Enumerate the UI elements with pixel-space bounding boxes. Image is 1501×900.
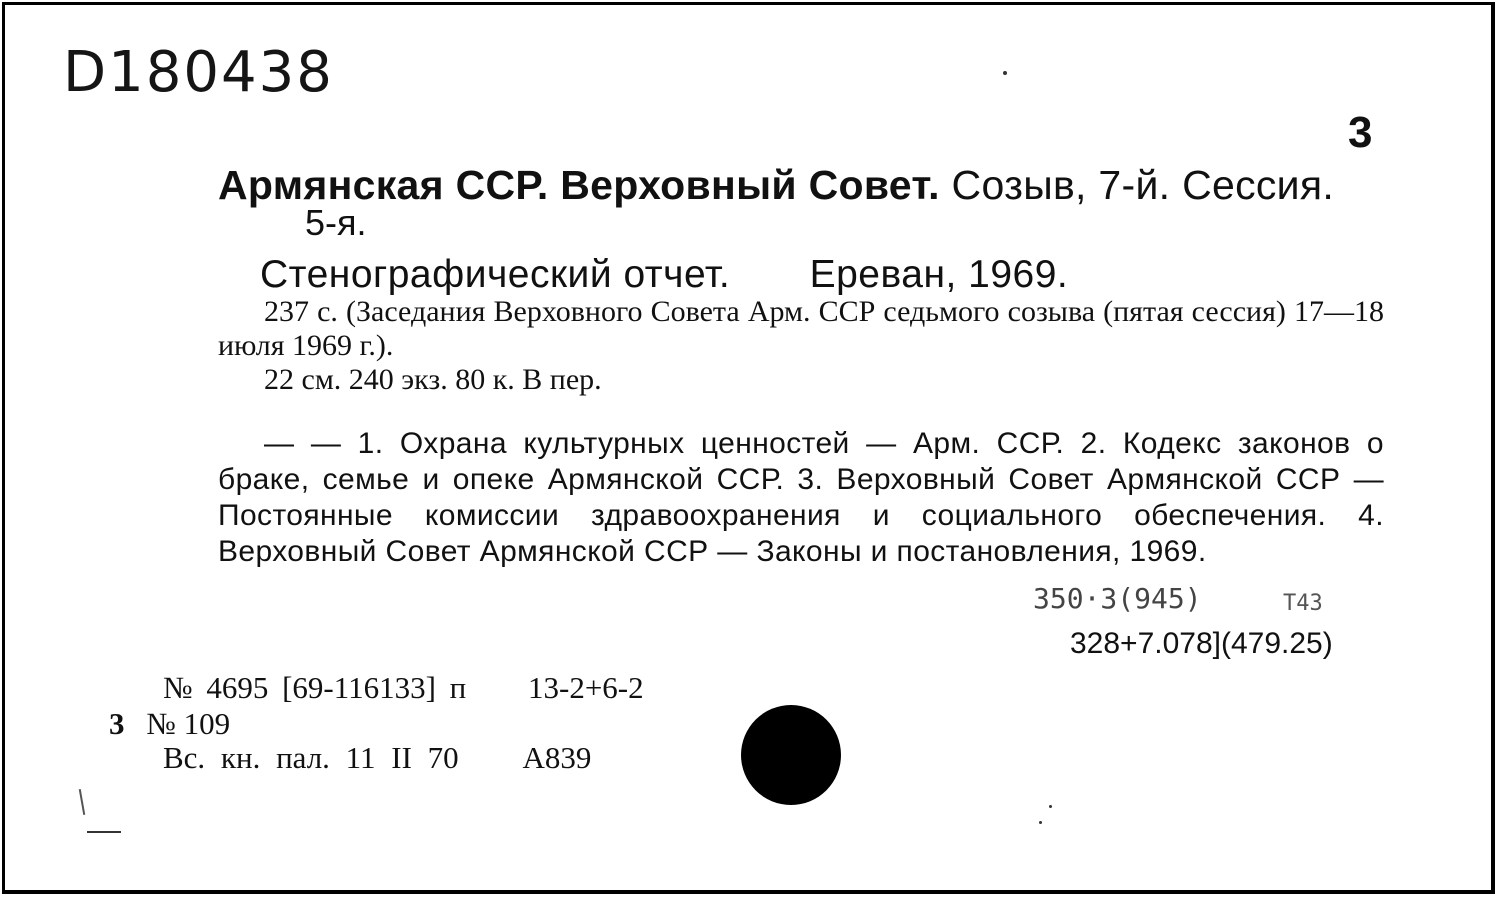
library-lead: 3 (109, 706, 125, 741)
library-line (109, 708, 230, 739)
order-number: № 4695 (163, 670, 269, 705)
title-place-year: Ереван, 1969. (809, 253, 1069, 296)
subject-headings: — — 1. Охрана культурных ценностей — Арм. ССР. 2. Кодекс законов о браке, семье и опеке Армянской ССР. 3. Верховный Совет Армянской ССР — Постоянные комиссии здравоохранения и социального обеспечения. 4. Верховный Совет Армянской ССР — Законы и постановления, 1969. (218, 427, 1384, 568)
chamber-text: Вс. кн. пал. 11 II 70 (163, 740, 459, 775)
format-note: 22 см. 240 экз. 80 к. В пер. (264, 363, 602, 396)
speck (1049, 805, 1052, 808)
title-name: Стенографический отчет. (260, 253, 731, 296)
speck (1003, 71, 1007, 75)
catalog-card (2, 2, 1495, 894)
order-mark: п (449, 670, 467, 705)
chamber-format-code: А839 (522, 740, 592, 775)
pages-note: 237 с. (Заседания Верховного Совета Арм. ССР седьмого созыва (пятая сессия) 17—18 июля 1969 г.). (218, 295, 1384, 362)
pencil-mark (87, 831, 121, 833)
card-number: 3 (1348, 108, 1373, 157)
card-heading (218, 162, 1335, 208)
order-line (163, 672, 644, 703)
classification-code: 328+7.078](479.25) (1070, 627, 1333, 660)
stamp-number: 350·3(945) (1033, 582, 1202, 615)
heading-session-continuation: 5-я. (305, 202, 367, 243)
handwritten-id: D180438 (63, 40, 334, 105)
physical-description (218, 295, 1384, 397)
order-code: 13-2+6-2 (528, 670, 644, 705)
speck (1039, 821, 1042, 824)
heading-organization: Армянская ССР. Верховный Совет. (218, 162, 940, 208)
heading-session: Созыв, 7-й. Сессия. (951, 162, 1335, 208)
chamber-line (163, 742, 591, 773)
pencil-stroke (79, 789, 85, 815)
card-title (260, 255, 1068, 294)
punch-hole (741, 705, 841, 805)
library-number: № 109 (146, 706, 231, 741)
registry-number: [69-116133] (282, 670, 436, 705)
stamp-code: T43 (1283, 591, 1323, 616)
